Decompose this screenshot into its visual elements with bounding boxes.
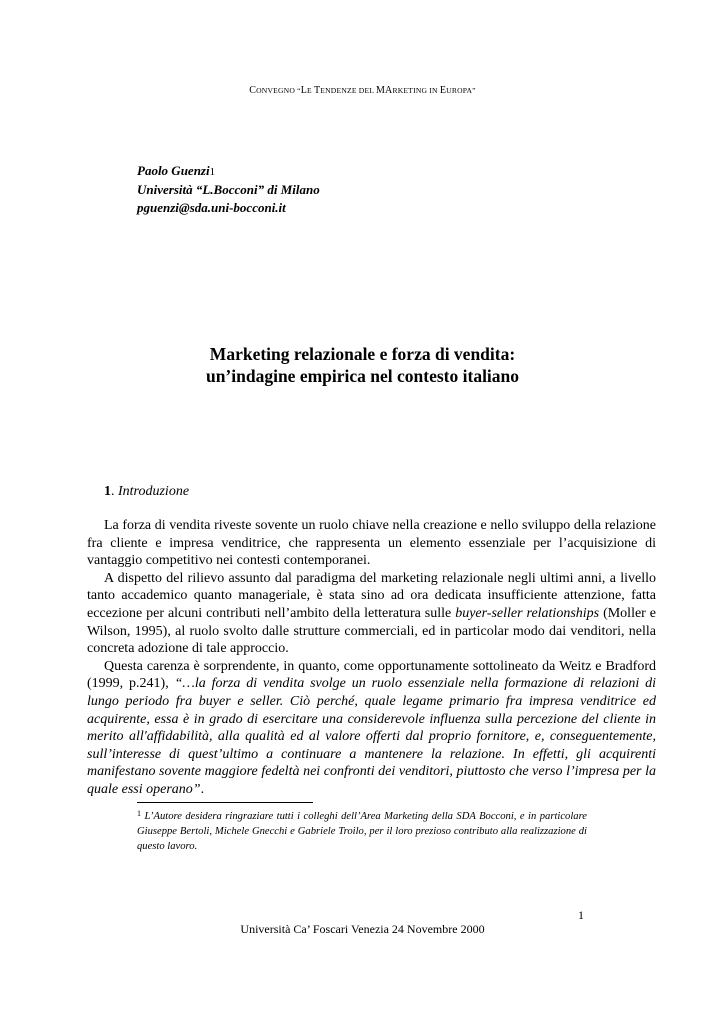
paragraph-3-text-b: . [200,781,205,797]
paragraph-2 [87,570,656,658]
section-separator: . [111,484,118,499]
section-number: 1 [104,484,111,499]
title-line-1: Marketing relazionale e forza di vendita: [209,344,516,364]
header-fragment: L [300,85,308,96]
header-fragment: C [249,85,257,96]
header-fragment: E [307,86,314,95]
author-footnote-mark: 1 [209,166,216,178]
running-header [0,85,725,96]
author-name-line [137,162,320,181]
paragraph-2-text-b: (Moller e Wilson, 1995), al ruolo svolto dalle strutture commerciali, ed in particolar modo dai venditori, nella concreta adozione di tale approccio. [87,605,656,657]
paragraph-3 [87,658,656,799]
page-number: 1 [578,908,584,922]
paragraph-1: La forza di vendita riveste sovente un ruolo chiave nella creazione e nello sviluppo della relazione fra cliente e impresa venditrice, che rappresenta un elemento essenziale per l’acquisizione di vantaggio competitivo nei contesti contemporanei. [87,518,656,569]
paragraph-2-emphasis: buyer-seller relationships [455,605,600,621]
header-fragment: RKETING IN [392,86,440,95]
paragraph-3-text-a: Questa carenza è sorprendente, in quanto, come opportunamente sottolineato da Weitz e Bradford (1999, p.241), [87,658,656,692]
header-fragment: ONVEGNO “ [256,86,301,95]
section-heading [104,484,189,500]
footnote-text: L’Autore desidera ringraziare tutti i colleghi dell’Area Marketing della SDA Bocconi, e in particolare Giuseppe Bertoli, Michele Gnecchi e Gabriele Troilo, per il loro prezioso contributo alla realizzazione di questo lavoro. [137,811,587,852]
paragraph-2-text-a: A dispetto del rilievo assunto dal paradigma del marketing relazionale negli ultimi anni, a livello tanto accademico quanto manageriale, è stata sino ad ora dedicata insufficiente attenzione, fatta eccezione per alcuni contributi nell’ambito della letteratura sulle [87,570,656,621]
running-footer: Università Ca’ Foscari Venezia 24 Novembre 2000 [240,922,485,936]
paragraph-3-quote: “…la forza di vendita svolge un ruolo essenziale nella formazione di relazioni di lungo periodo fra buyer e seller. Ciò perché, quale legame primario fra impresa venditrice ed acquirente, essa è in grado di esercitare una considerevole influenza sulla percezione del cliente in merito all'affidabilità, alla qualità ed al valore offerti dal proprio fornitore, e, conseguentemente, sull’interesse di quest’ultimo a continuare a mantenere la relazione. In effetti, gli acquirenti manifestano sovente maggiore fedeltà nei confronti dei venditori, piuttosto che verso l’impresa per la quale essi operano” [87,676,656,797]
header-fragment: MA [375,85,393,96]
header-fragment: T [313,85,321,96]
body-text [87,517,656,799]
footnote-divider [137,802,313,803]
paper-title [0,343,725,387]
footnote [137,806,587,854]
title-line-2: un’indagine empirica nel contesto italiano [205,366,520,386]
footnote-mark: 1 [137,809,141,818]
author-affiliation: Università “L.Bocconi” di Milano [137,182,320,197]
author-name: Paolo Guenzi [137,163,210,178]
header-fragment: UROPA” [446,86,476,95]
author-block [137,162,320,217]
author-email: pguenzi@sda.uni-bocconi.it [137,200,286,215]
section-label: Introduzione [118,484,190,499]
header-fragment: E [439,85,447,96]
header-fragment: ENDENZE DEL [320,86,376,95]
